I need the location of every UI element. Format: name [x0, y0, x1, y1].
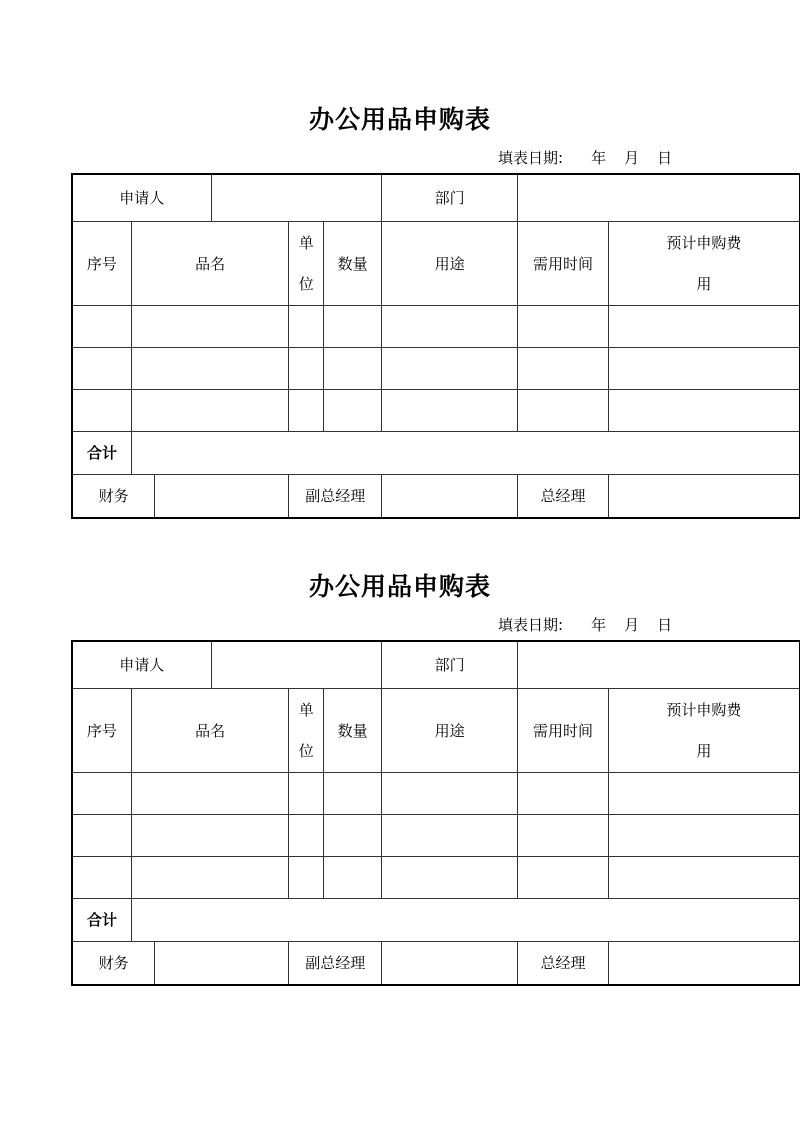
- col-unit-line1: 单: [298, 700, 314, 719]
- col-qty: 数量: [324, 689, 382, 773]
- cell-seq[interactable]: [73, 857, 132, 899]
- cell-cost[interactable]: [608, 773, 799, 815]
- col-seq: 序号: [73, 689, 132, 773]
- col-usage: 用途: [382, 689, 518, 773]
- cell-qty[interactable]: [324, 857, 382, 899]
- fill-date-label: 填表日期:: [498, 149, 564, 167]
- cell-time[interactable]: [518, 348, 609, 390]
- finance-label: 财务: [73, 475, 155, 518]
- cell-unit[interactable]: [289, 857, 324, 899]
- fill-date: [498, 147, 672, 168]
- gm-label: 总经理: [518, 942, 609, 985]
- finance-signature[interactable]: [155, 475, 289, 518]
- total-field[interactable]: [131, 432, 799, 475]
- col-cost-line1: 预计申购费: [666, 700, 742, 719]
- col-cost: [608, 689, 799, 773]
- department-field[interactable]: [518, 175, 800, 222]
- cell-seq[interactable]: [73, 306, 132, 348]
- cell-unit[interactable]: [289, 348, 324, 390]
- total-field[interactable]: [131, 899, 799, 942]
- cell-qty[interactable]: [324, 306, 382, 348]
- cell-time[interactable]: [518, 390, 609, 432]
- cell-unit[interactable]: [289, 390, 324, 432]
- col-cost: [608, 222, 799, 306]
- cell-seq[interactable]: [73, 348, 132, 390]
- cell-usage[interactable]: [382, 390, 518, 432]
- cell-cost[interactable]: [608, 815, 799, 857]
- table-row: [73, 815, 800, 857]
- cell-name[interactable]: [131, 390, 289, 432]
- cell-name[interactable]: [131, 773, 289, 815]
- deputy-gm-signature[interactable]: [382, 475, 518, 518]
- form-title: 办公用品申购表: [308, 572, 491, 601]
- applicant-field[interactable]: [211, 175, 381, 222]
- fill-date: [498, 614, 672, 635]
- deputy-gm-label: 副总经理: [289, 475, 382, 518]
- total-label: 合计: [73, 899, 132, 942]
- date-year-label: 年: [591, 616, 607, 634]
- cell-seq[interactable]: [73, 815, 132, 857]
- purchase-table: [72, 174, 800, 518]
- applicant-field[interactable]: [211, 642, 381, 689]
- table-row: [73, 348, 800, 390]
- cell-unit[interactable]: [289, 815, 324, 857]
- cell-cost[interactable]: [608, 348, 799, 390]
- cell-time[interactable]: [518, 773, 609, 815]
- col-seq: 序号: [73, 222, 132, 306]
- cell-usage[interactable]: [382, 306, 518, 348]
- col-unit-line2: 位: [298, 741, 314, 760]
- date-year-label: 年: [591, 149, 607, 167]
- col-name: 品名: [131, 222, 289, 306]
- finance-label: 财务: [73, 942, 155, 985]
- table-row: [73, 390, 800, 432]
- date-day-label: 日: [657, 149, 673, 167]
- cell-time[interactable]: [518, 306, 609, 348]
- date-month-label: 月: [624, 149, 640, 167]
- cell-cost[interactable]: [608, 857, 799, 899]
- department-field[interactable]: [518, 642, 800, 689]
- cell-qty[interactable]: [324, 348, 382, 390]
- department-label: 部门: [382, 175, 518, 222]
- finance-signature[interactable]: [155, 942, 289, 985]
- cell-unit[interactable]: [289, 773, 324, 815]
- cell-name[interactable]: [131, 857, 289, 899]
- cell-seq[interactable]: [73, 773, 132, 815]
- cell-name[interactable]: [131, 815, 289, 857]
- col-cost-line2: 用: [696, 741, 712, 760]
- cell-usage[interactable]: [382, 815, 518, 857]
- department-label: 部门: [382, 642, 518, 689]
- fill-date-label: 填表日期:: [498, 616, 564, 634]
- cell-time[interactable]: [518, 857, 609, 899]
- cell-name[interactable]: [131, 306, 289, 348]
- date-day-label: 日: [657, 616, 673, 634]
- col-time: 需用时间: [518, 689, 609, 773]
- gm-signature[interactable]: [608, 475, 799, 518]
- col-unit-line2: 位: [298, 274, 314, 293]
- cell-unit[interactable]: [289, 306, 324, 348]
- cell-qty[interactable]: [324, 773, 382, 815]
- col-unit-line1: 单: [298, 233, 314, 252]
- cell-usage[interactable]: [382, 773, 518, 815]
- table-row: [73, 773, 800, 815]
- col-name: 品名: [131, 689, 289, 773]
- cell-name[interactable]: [131, 348, 289, 390]
- form-title: 办公用品申购表: [308, 105, 491, 134]
- col-unit: [289, 689, 324, 773]
- col-cost-line1: 预计申购费: [666, 233, 742, 252]
- col-unit: [289, 222, 324, 306]
- gm-signature[interactable]: [608, 942, 799, 985]
- table-row: [73, 306, 800, 348]
- deputy-gm-label: 副总经理: [289, 942, 382, 985]
- col-cost-line2: 用: [696, 274, 712, 293]
- col-time: 需用时间: [518, 222, 609, 306]
- cell-cost[interactable]: [608, 306, 799, 348]
- cell-seq[interactable]: [73, 390, 132, 432]
- purchase-table: [72, 641, 800, 985]
- applicant-label: 申请人: [73, 642, 212, 689]
- date-month-label: 月: [624, 616, 640, 634]
- table-row: [73, 857, 800, 899]
- col-qty: 数量: [324, 222, 382, 306]
- cell-usage[interactable]: [382, 857, 518, 899]
- gm-label: 总经理: [518, 475, 609, 518]
- cell-usage[interactable]: [382, 348, 518, 390]
- cell-qty[interactable]: [324, 390, 382, 432]
- applicant-label: 申请人: [73, 175, 212, 222]
- cell-time[interactable]: [518, 815, 609, 857]
- cell-cost[interactable]: [608, 390, 799, 432]
- total-label: 合计: [73, 432, 132, 475]
- col-usage: 用途: [382, 222, 518, 306]
- cell-qty[interactable]: [324, 815, 382, 857]
- deputy-gm-signature[interactable]: [382, 942, 518, 985]
